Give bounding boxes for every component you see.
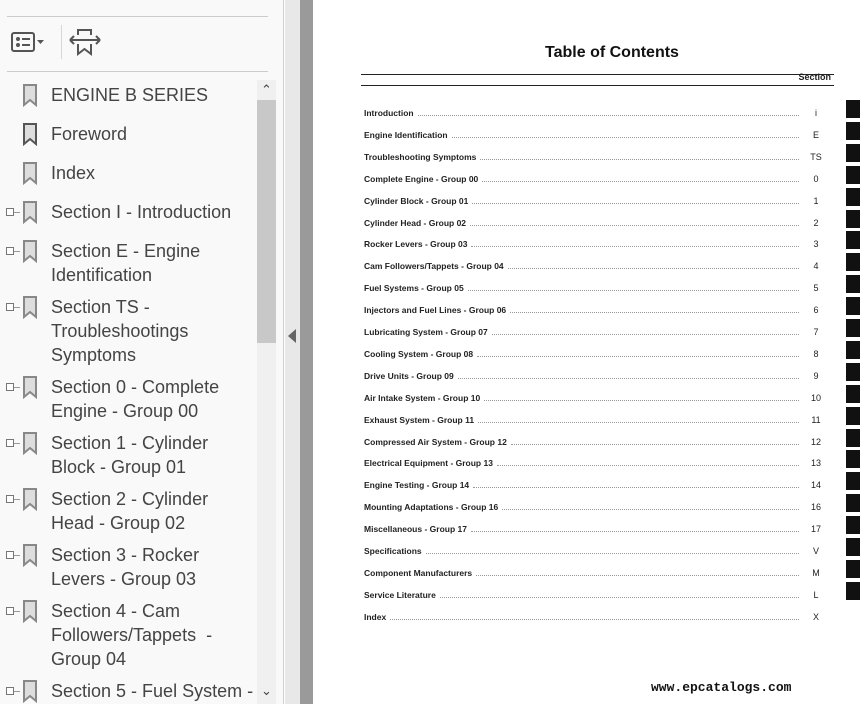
section-thumb-tab <box>846 385 860 403</box>
bookmark-item[interactable] <box>0 161 256 185</box>
page-title: Table of Contents <box>545 44 679 61</box>
leader-dots <box>477 356 799 357</box>
toc-entry[interactable] <box>364 106 819 118</box>
expand-toggle[interactable] <box>6 687 14 695</box>
leader-dots <box>510 312 799 313</box>
options-menu-button[interactable] <box>10 22 50 62</box>
toc-entry-title: Rocker Levers - Group 03 <box>364 239 468 250</box>
leader-dots <box>478 422 799 423</box>
leader-dots <box>390 619 799 620</box>
bookmark-icon <box>22 488 38 511</box>
panel-splitter[interactable] <box>285 0 300 704</box>
toc-entry[interactable] <box>364 544 819 556</box>
bookmark-item[interactable] <box>0 599 256 671</box>
toc-entry-section: 5 <box>813 283 819 294</box>
toc-entry[interactable] <box>364 435 819 447</box>
section-thumb-tab <box>846 407 860 425</box>
toc-entry-section: i <box>815 108 817 118</box>
section-thumb-tab <box>846 210 860 228</box>
section-thumb-tab <box>846 582 860 600</box>
section-thumb-tab <box>846 429 860 447</box>
bookmark-icon <box>22 123 38 146</box>
toc-entry-section: 1 <box>813 195 819 206</box>
bookmark-label: Section 4 - Cam Followers/Tappets - Group 04 <box>51 601 218 669</box>
toc-entry-section: 12 <box>810 436 821 447</box>
section-thumb-tab <box>846 253 860 271</box>
bookmark-icon <box>22 680 38 703</box>
toc-entry-section: 13 <box>810 458 821 469</box>
leader-dots <box>418 115 799 116</box>
leader-dots <box>508 268 799 269</box>
bookmark-icon <box>22 240 38 263</box>
toc-entry[interactable] <box>364 566 819 578</box>
leader-dots <box>476 575 799 576</box>
toc-entry-title: Component Manufacturers <box>364 567 473 578</box>
section-thumb-tab <box>846 122 860 140</box>
expand-toggle[interactable] <box>6 247 14 255</box>
bookmark-label: Section 1 - Cylinder Block - Group 01 <box>51 433 214 477</box>
section-thumb-tab <box>846 275 860 293</box>
bookmark-label: Section TS - Troubleshootings Symptoms <box>51 297 194 365</box>
toc-entry-title: Cylinder Head - Group 02 <box>364 217 467 228</box>
toc-entry[interactable] <box>364 216 819 228</box>
toc-entry-title: Cam Followers/Tappets - Group 04 <box>364 261 504 272</box>
toc-entry-title: Drive Units - Group 09 <box>364 370 454 381</box>
toc-entry[interactable] <box>364 303 819 315</box>
leader-dots <box>440 597 799 598</box>
toc-entry-section: X <box>812 611 819 622</box>
leader-dots <box>484 400 799 401</box>
toc-entry[interactable] <box>364 391 819 403</box>
toc-entry-title: Miscellaneous - Group 17 <box>364 524 467 535</box>
toc-entry-title: Engine Identification <box>364 129 448 140</box>
section-thumb-tab <box>846 231 860 249</box>
toc-entry-title: Compressed Air System - Group 12 <box>364 436 507 447</box>
toc-entry-section: 9 <box>813 370 819 381</box>
toc-entry-title: Service Literature <box>364 589 436 600</box>
toc-entry-section: 3 <box>813 239 819 250</box>
toc-entry-section: 10 <box>810 392 821 403</box>
bookmark-item[interactable] <box>0 122 256 146</box>
toc-entry[interactable] <box>364 128 819 140</box>
expand-toggle[interactable] <box>6 208 14 216</box>
leader-dots <box>426 553 799 554</box>
toc-entry-section: 4 <box>813 261 819 272</box>
toc-entry-title: Cylinder Block - Group 01 <box>364 195 469 206</box>
toc-entry[interactable] <box>364 281 819 293</box>
toc-entry-section: 17 <box>810 524 821 535</box>
toc-entry-title: Air Intake System - Group 10 <box>364 392 481 403</box>
section-thumb-tab <box>846 472 860 490</box>
section-thumb-tab <box>846 450 860 468</box>
bookmark-item[interactable] <box>0 200 256 224</box>
toc-entry[interactable] <box>364 325 819 337</box>
section-thumb-tab <box>846 516 860 534</box>
toc-entry-title: Cooling System - Group 08 <box>364 348 474 359</box>
section-thumb-tab <box>846 494 860 512</box>
leader-dots <box>471 246 799 247</box>
toc-entry-section: 0 <box>813 173 819 184</box>
toc-entry-section: 7 <box>813 327 819 337</box>
bookmark-label: Section 2 - Cylinder Head - Group 02 <box>51 489 214 533</box>
bookmark-item[interactable] <box>0 83 256 107</box>
toc-entry-title: Exhaust System - Group 11 <box>364 414 475 425</box>
bookmark-icon <box>22 296 38 319</box>
section-thumb-tab <box>846 341 860 359</box>
toc-entry[interactable] <box>364 522 819 534</box>
toc-entry-title: Injectors and Fuel Lines - Group 06 <box>364 305 507 316</box>
bookmark-label: Section 0 - Complete Engine - Group 00 <box>51 377 225 421</box>
toc-entry-title: Mounting Adaptations - Group 16 <box>364 502 499 513</box>
bookmark-icon <box>22 84 38 107</box>
toc-entry-section: 16 <box>810 502 821 513</box>
leader-dots <box>472 203 799 204</box>
toc-entry-section: M <box>812 567 820 578</box>
section-thumb-tab <box>846 319 860 337</box>
toc-entry-title: Troubleshooting Symptoms <box>364 151 477 162</box>
toc-entry-section: 2 <box>813 217 819 228</box>
bookmarks-panel <box>0 0 284 704</box>
bookmark-icon <box>22 162 38 185</box>
bookmark-scrollbar[interactable] <box>257 80 276 704</box>
toc-entry-section: 14 <box>810 480 821 491</box>
leader-dots <box>511 444 799 445</box>
toc-entry[interactable] <box>364 478 819 490</box>
toc-entry-section: L <box>813 589 819 600</box>
bookmark-expand-icon <box>68 26 102 58</box>
toc-entry[interactable] <box>364 194 819 206</box>
toc-entry-title: Engine Testing - Group 14 <box>364 480 470 491</box>
section-thumb-tab <box>846 560 860 578</box>
bookmark-icon <box>22 544 38 567</box>
toc-entry[interactable] <box>364 413 819 425</box>
section-thumb-tab <box>846 166 860 184</box>
watermark: www.epcatalogs.com <box>651 680 792 695</box>
expand-toggle[interactable] <box>6 439 14 447</box>
bookmark-label: Section I - Introduction <box>51 202 232 222</box>
divider <box>361 85 834 86</box>
toc-entry-title: Complete Engine - Group 00 <box>364 173 479 184</box>
toolbar-separator <box>61 25 62 59</box>
toc-entry[interactable] <box>364 588 819 600</box>
bookmark-item[interactable] <box>0 295 256 367</box>
bookmark-item[interactable] <box>0 239 256 287</box>
document-page <box>313 0 864 704</box>
bookmark-icon <box>22 376 38 399</box>
leader-dots <box>502 509 799 510</box>
leader-dots <box>497 465 799 466</box>
leader-dots <box>452 137 799 138</box>
section-thumb-tab <box>846 188 860 206</box>
toc-entry[interactable] <box>364 610 819 622</box>
bookmark-icon <box>22 432 38 455</box>
toc-entry-title: Index <box>364 611 387 622</box>
toc-entry[interactable] <box>364 237 819 249</box>
leader-dots <box>471 531 799 532</box>
leader-dots <box>480 159 799 160</box>
toc-entry[interactable] <box>364 150 822 162</box>
bookmark-label: Section E - Engine Identification <box>51 241 206 285</box>
bookmark-label: Section 3 - Rocker Levers - Group 03 <box>51 545 205 589</box>
scrollbar-thumb[interactable] <box>257 100 276 343</box>
scroll-up-button[interactable]: ⌃ <box>261 82 272 97</box>
expand-toggle[interactable] <box>6 383 14 391</box>
toc-entry-section: V <box>812 546 819 556</box>
section-thumb-tab <box>846 538 860 556</box>
toc-entry-title: Specifications <box>364 546 422 556</box>
leader-dots <box>473 487 799 488</box>
bookmark-label: ENGINE B SERIES <box>51 85 209 105</box>
bookmark-item[interactable] <box>0 679 256 703</box>
toc-entry-section: 11 <box>811 414 821 425</box>
expand-bookmark-button[interactable] <box>68 22 102 62</box>
section-thumb-tab <box>846 144 860 162</box>
section-thumb-tab <box>846 297 860 315</box>
toc-entry-section: E <box>812 129 819 140</box>
bookmark-label: Foreword <box>51 124 128 144</box>
divider <box>361 74 834 75</box>
bookmark-icon <box>22 201 38 224</box>
bookmark-list <box>0 80 256 704</box>
toc-entry[interactable] <box>364 456 819 468</box>
toc-entry-title: Introduction <box>364 108 414 118</box>
toc-entry[interactable] <box>364 172 819 184</box>
toc-entry-section: 6 <box>813 305 819 316</box>
toc-entry-title: Electrical Equipment - Group 13 <box>364 458 493 469</box>
toc-entry-title: Lubricating System - Group 07 <box>364 327 488 337</box>
bookmark-item[interactable] <box>0 375 256 423</box>
bookmarks-toolbar <box>0 22 268 62</box>
section-column-header: Section <box>798 72 831 82</box>
leader-dots <box>492 334 799 335</box>
divider <box>7 16 268 17</box>
section-thumb-tab <box>846 100 860 118</box>
divider <box>7 71 268 72</box>
scroll-down-button[interactable]: ⌄ <box>261 683 272 698</box>
list-options-icon <box>10 30 50 54</box>
collapse-panel-icon[interactable] <box>288 329 296 343</box>
toc-entry[interactable] <box>364 500 819 512</box>
expand-toggle[interactable] <box>6 607 14 615</box>
toc-entry[interactable] <box>364 259 819 271</box>
expand-toggle[interactable] <box>6 551 14 559</box>
expand-toggle[interactable] <box>6 303 14 311</box>
toc-entry[interactable] <box>364 347 819 359</box>
bookmark-item[interactable] <box>0 487 256 535</box>
bookmark-icon <box>22 600 38 623</box>
toc-entry-section: 8 <box>813 348 819 359</box>
page-gutter <box>300 0 313 704</box>
toc-entry-title: Fuel Systems - Group 05 <box>364 283 464 294</box>
section-thumb-tab <box>846 363 860 381</box>
bookmark-label: Section 5 - Fuel System - <box>51 681 254 701</box>
leader-dots <box>470 225 799 226</box>
bookmark-item[interactable] <box>0 543 256 591</box>
toc-entry[interactable] <box>364 369 819 381</box>
leader-dots <box>458 378 799 379</box>
bookmark-label: Index <box>51 163 96 183</box>
toc-entry-section: TS <box>810 151 822 162</box>
bookmark-item[interactable] <box>0 431 256 479</box>
leader-dots <box>468 290 799 291</box>
expand-toggle[interactable] <box>6 495 14 503</box>
leader-dots <box>482 181 799 182</box>
